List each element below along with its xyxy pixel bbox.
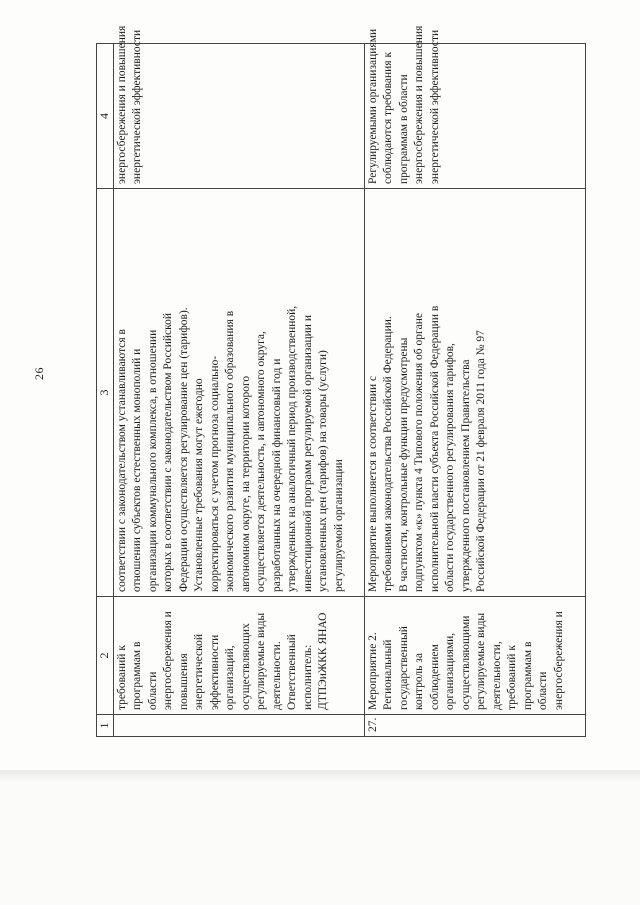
cell-text-line: Ответственный xyxy=(286,634,298,710)
cell-text-line: деятельности. xyxy=(270,641,283,710)
cell-text-line: установленных цен (тарифов) на товары (услуги) xyxy=(317,350,329,592)
table-row xyxy=(113,44,364,737)
cell-text-line: регулируемые виды xyxy=(255,612,267,710)
measure-name-cell xyxy=(113,597,364,715)
row-number-cell xyxy=(113,715,364,737)
cell-text-line: Федерации осуществляется регулирование цен (тарифов). xyxy=(177,307,190,592)
cell-text-line: В частности, контрольные функции предусмотрены xyxy=(397,337,410,592)
cell-text-line: энергосбережения и повышения xyxy=(115,25,128,184)
cell-text-line: энергосбережения и xyxy=(552,611,565,710)
measure-description-cell xyxy=(364,189,585,597)
header-cell-2: 2 xyxy=(97,597,114,715)
cell-text-line: повышения xyxy=(177,653,190,710)
cell-text-line: требований к xyxy=(115,645,128,710)
header-cell-3: 3 xyxy=(97,189,114,597)
cell-text-line: осуществляющих xyxy=(239,623,252,710)
rotated-table-container xyxy=(96,25,591,737)
row-number-cell: 27. xyxy=(364,715,585,737)
cell-text-line: Российской Федерации от 21 февраля 2011 года № 97 xyxy=(475,330,487,592)
scan-shadow xyxy=(0,770,640,905)
cell-text-line: эффективности xyxy=(208,634,221,710)
cell-text-line: Установленные требования могут ежегодно xyxy=(193,378,205,592)
expected-result-cell xyxy=(364,25,585,189)
page-number: 26 xyxy=(32,367,46,380)
cell-text-line: энергосбережения и xyxy=(162,611,174,710)
cell-text-line: требований к xyxy=(506,645,518,710)
cell-text-line: организаций, xyxy=(224,645,236,710)
cell-text-line: осуществляется деятельность, и автономного округа, xyxy=(255,331,267,592)
cell-text-line: энергосбережения и повышения xyxy=(413,25,425,184)
cell-text-line: государственный xyxy=(397,626,410,710)
cell-text-line: Регулируемыми организациями xyxy=(366,28,379,184)
cell-text-line: осуществляющими xyxy=(459,615,472,710)
cell-text-line: соответствии с законодательством устанавливаются в xyxy=(115,329,128,592)
cell-text-line: экономического развития муниципального образования в xyxy=(224,310,236,592)
measures-table xyxy=(96,25,586,737)
cell-text-line: контроль за xyxy=(413,653,425,710)
cell-text-line: подпунктом «к» пункта 4 Типового положения об органе xyxy=(413,312,425,592)
cell-text-line: исполнитель: xyxy=(301,644,314,710)
cell-text-line: программам в области xyxy=(397,74,410,184)
measure-name-cell xyxy=(364,597,585,715)
cell-text-line: соблюдаются требования к xyxy=(382,51,394,184)
cell-text-line: организациями, xyxy=(444,632,456,710)
cell-text-line: области xyxy=(537,671,549,710)
measure-description-cell xyxy=(113,189,364,597)
cell-text-line: автономном округе, на территории которого xyxy=(239,375,252,592)
cell-text-line: утвержденных на аналогичный период производственной, xyxy=(286,305,298,592)
cell-text-line: Мероприятие выполняется в соответствии с xyxy=(366,375,379,592)
header-cell-4: 4 xyxy=(97,44,114,189)
cell-text-line: энергетической эффективности xyxy=(131,29,143,184)
cell-text-line: которых в соответствии с законодательством Российской xyxy=(162,312,174,592)
cell-text-line: программам в xyxy=(521,641,534,710)
cell-text-line: регулируемые виды xyxy=(475,612,487,710)
cell-text-line: ДТПЭиЖКК ЯНАО xyxy=(317,612,329,710)
cell-text-line: инвестиционной программ регулируемой организации и xyxy=(301,315,314,592)
expected-result-cell xyxy=(113,25,364,189)
cell-text-line: требованиями законодательства Российской Федерации. xyxy=(382,316,394,592)
cell-text-line: энергетической эффективности xyxy=(428,29,441,184)
cell-text-line: отношении субъектов естественных монополий и xyxy=(131,348,143,592)
cell-text-line: организации коммунального комплекса, в отношении xyxy=(146,329,159,592)
cell-text-line: регулируемой организации xyxy=(332,459,345,592)
cell-text-line: области xyxy=(146,671,159,710)
table-header-row xyxy=(97,44,114,737)
cell-text-line: исполнительной власти субъекта Российской Федерации в xyxy=(428,305,441,592)
cell-text-line: разработанных на очередной финансовый год и xyxy=(270,358,283,592)
table-row xyxy=(364,44,585,737)
cell-text-line: деятельности, xyxy=(490,641,503,710)
cell-text-line: Региональный xyxy=(382,639,394,710)
cell-text-line: программам в xyxy=(131,641,143,710)
cell-text-line: утвержденного постановлением Правительства xyxy=(459,359,472,592)
cell-text-line: области государственного регулирования тарифов, xyxy=(444,343,456,592)
cell-text-line: соблюдением xyxy=(428,644,441,710)
cell-text-line: корректироваться с учетом прогноза социально- xyxy=(208,355,221,592)
cell-text-line: энергетической xyxy=(193,634,205,710)
cell-text-line: Мероприятие 2. xyxy=(366,632,379,710)
header-cell-1: 1 xyxy=(97,715,114,737)
